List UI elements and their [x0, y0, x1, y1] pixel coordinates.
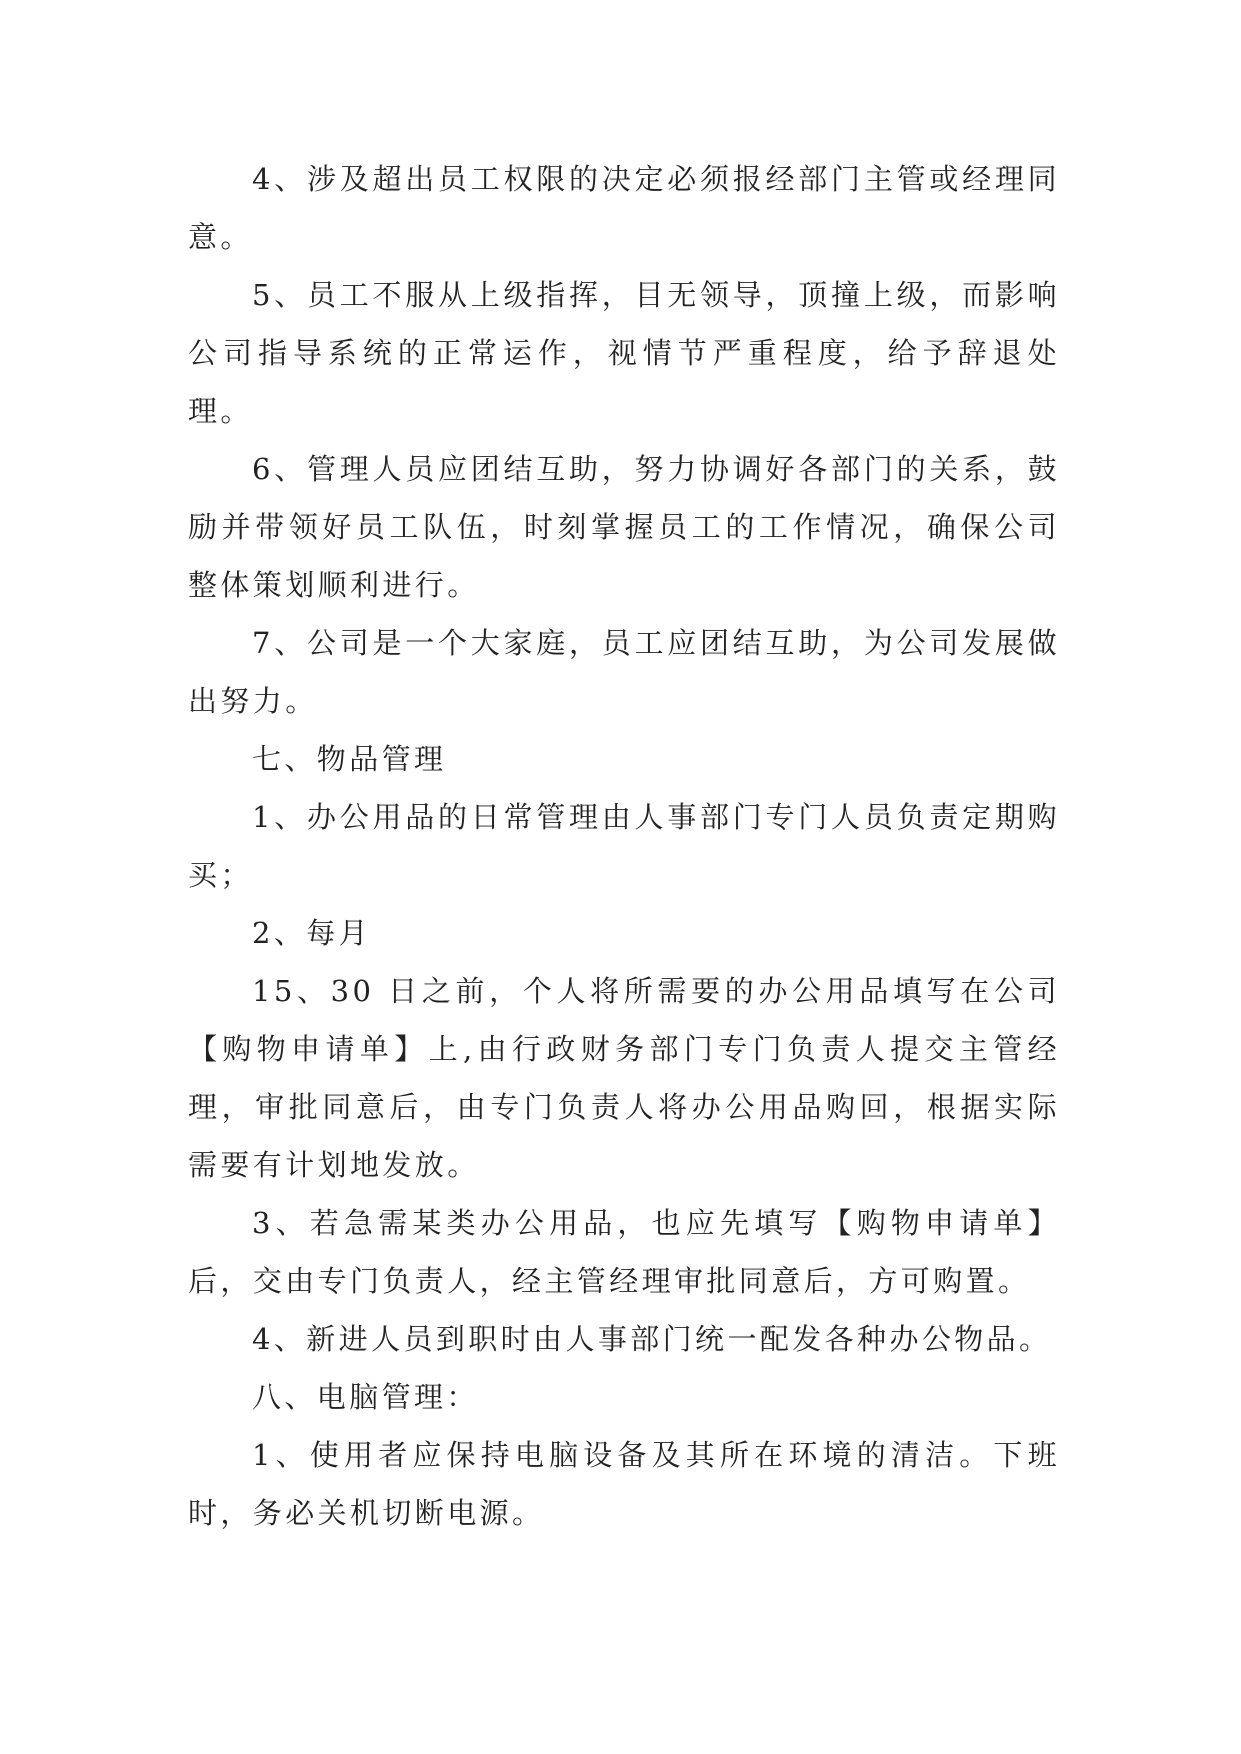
- paragraph: 3、若急需某类办公用品，也应先填写【购物申请单】后，交由专门负责人，经主管经理审批同意后，方可购置。: [188, 1206, 1060, 1298]
- section-heading: 八、电脑管理：: [252, 1380, 479, 1414]
- paragraph: 2、每月: [252, 916, 372, 950]
- paragraph: 7、公司是一个大家庭，员工应团结互助，为公司发展做出努力。: [188, 626, 1060, 718]
- paragraph: 1、使用者应保持电脑设备及其所在环境的清洁。下班时，务必关机切断电源。: [188, 1438, 1060, 1530]
- paragraph: 4、新进人员到职时由人事部门统一配发各种办公物品。: [252, 1322, 1052, 1356]
- paragraph: 4、涉及超出员工权限的决定必须报经部门主管或经理同意。: [188, 162, 1060, 254]
- paragraph: 1、办公用品的日常管理由人事部门专门人员负责定期购买；: [188, 800, 1060, 892]
- paragraph: 6、管理人员应团结互助，努力协调好各部门的关系，鼓励并带领好员工队伍，时刻掌握员工的工作情况，确保公司整体策划顺利进行。: [188, 452, 1060, 602]
- section-heading: 七、物品管理: [252, 742, 447, 776]
- document-body: [188, 150, 1060, 1542]
- paragraph: 15、30 日之前，个人将所需要的办公用品填写在公司【购物申请单】上,由行政财务部门专门负责人提交主管经理，审批同意后，由专门负责人将办公用品购回，根据实际需要有计划地发放。: [188, 974, 1060, 1182]
- paragraph: 5、员工不服从上级指挥，目无领导，顶撞上级，而影响公司指导系统的正常运作，视情节严重程度，给予辞退处理。: [188, 278, 1060, 428]
